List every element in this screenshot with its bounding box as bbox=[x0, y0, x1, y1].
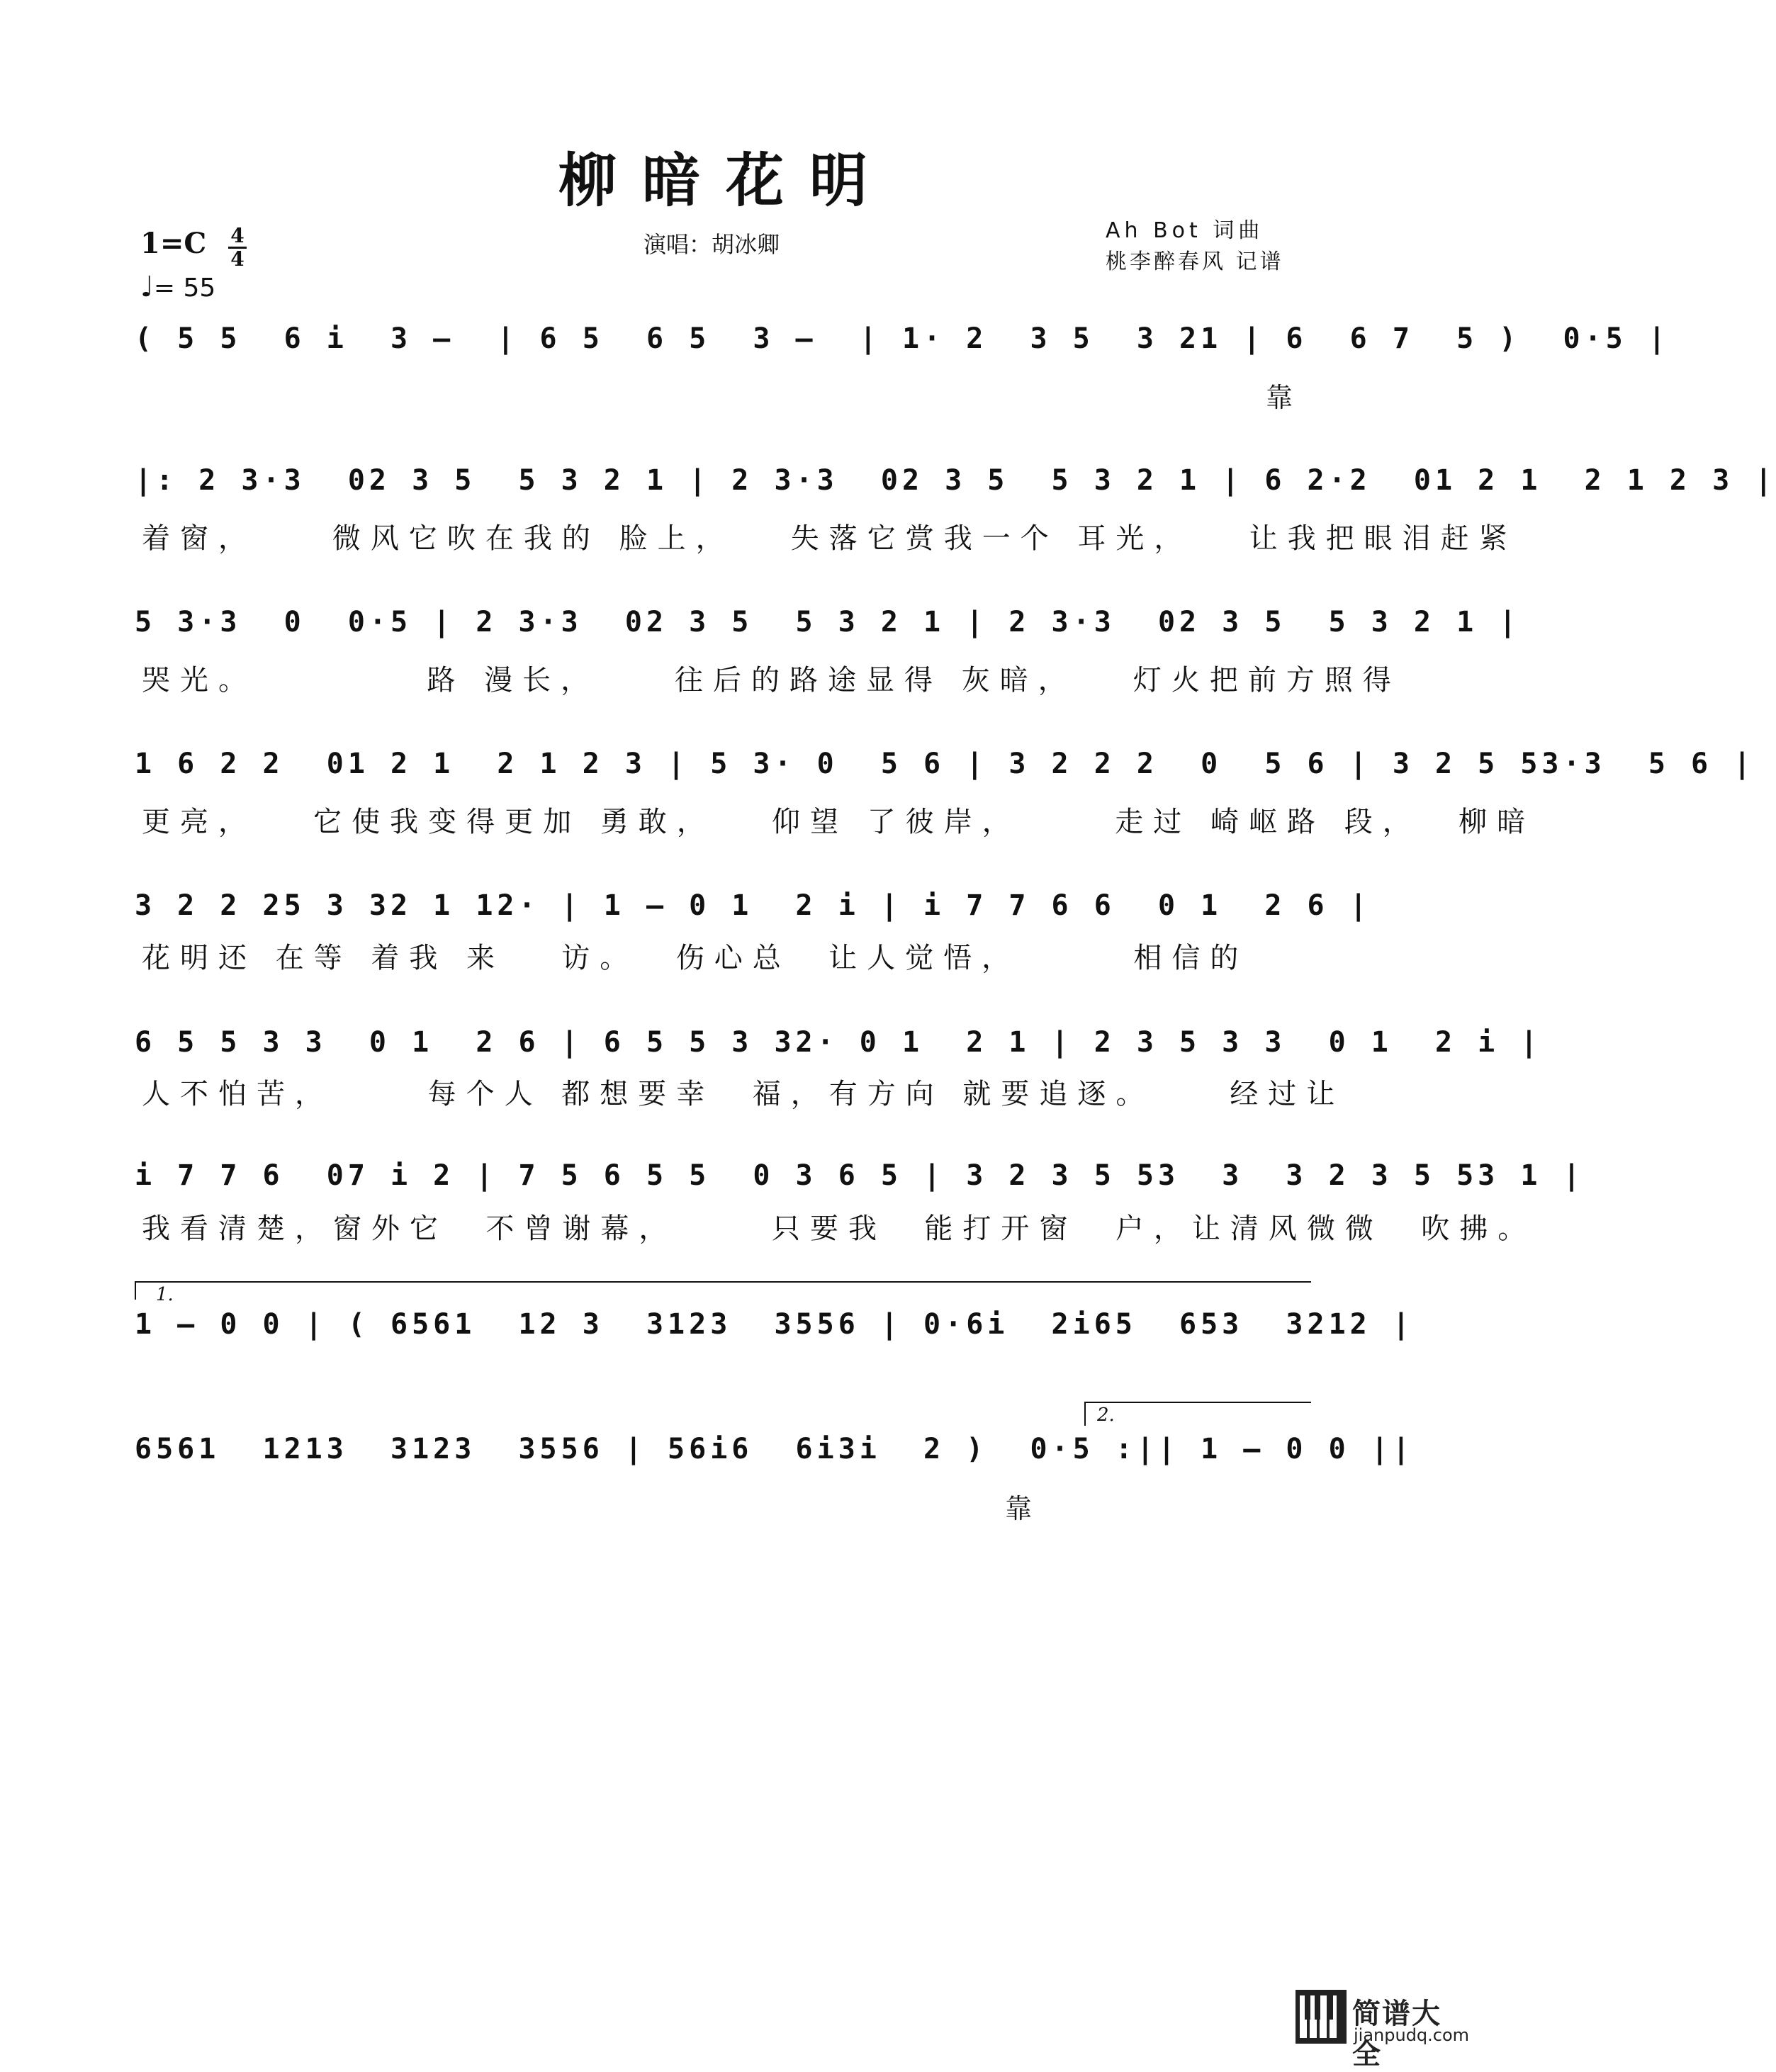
lyric-row-5: 花明还 在等 着我 来 访。 伤心总 让人觉悟， 相信的 bbox=[142, 942, 1249, 974]
notation-row-3: 5 3·3 0 0·5 | 2 3·3 02 3 5 5 3 2 1 | 2 3·3 02 3 5 5 3 2 1 | bbox=[135, 606, 1521, 638]
time-signature bbox=[225, 225, 249, 270]
notation-row-2: |: 2 3·3 02 3 5 5 3 2 1 | 2 3·3 02 3 5 5 3 2 1 | 6 2·2 01 2 1 2 1 2 3 | bbox=[135, 464, 1776, 497]
tempo-value: = 55 bbox=[153, 274, 216, 303]
watermark-name: 简谱大全 bbox=[1352, 1998, 1441, 2071]
song-title: 柳暗花明 bbox=[558, 147, 893, 215]
notation-row-7: i 7 7 6 07 i 2 | 7 5 6 5 5 0 3 6 5 | 3 2 3 5 53 3 3 2 3 5 53 1 | bbox=[135, 1159, 1585, 1192]
transcriber-credit: 桃李醉春风 记谱 bbox=[1106, 249, 1284, 274]
piano-keys-icon bbox=[1296, 1990, 1347, 2044]
second-ending-bracket-tick bbox=[1084, 1402, 1086, 1426]
time-signature-denominator: 4 bbox=[230, 247, 245, 271]
watermark-url: jianpudq.com bbox=[1354, 2025, 1470, 2045]
first-ending-bracket-tick bbox=[135, 1281, 136, 1300]
first-ending-number: 1. bbox=[156, 1284, 174, 1305]
singer-credit: 演唱：胡冰卿 bbox=[643, 231, 780, 258]
lyric-row-7: 我看清楚，窗外它 不曾谢幕， 只要我 能打开窗 户，让清风微微 吹拂。 bbox=[142, 1212, 1536, 1245]
lyric-row-4: 更亮， 它使我变得更加 勇敢， 仰望 了彼岸， 走过 崎岖路 段， 柳暗 bbox=[142, 806, 1536, 838]
key-signature: 1=C bbox=[140, 227, 207, 260]
quarter-note-icon: ♩ bbox=[140, 271, 154, 303]
lyric-row-3: 哭光。 路 漫长， 往后的路途显得 灰暗， 灯火把前方照得 bbox=[142, 664, 1401, 697]
lyric-row-6: 人不怕苦， 每个人 都想要幸 福，有方向 就要追逐。 经过让 bbox=[142, 1078, 1345, 1110]
second-ending-number: 2. bbox=[1097, 1404, 1115, 1426]
pickup-lyric-1: 靠 bbox=[1266, 382, 1293, 413]
lyric-row-2: 着窗， 微风它吹在我的 脸上， 失落它赏我一个 耳光， 让我把眼泪赶紧 bbox=[142, 522, 1517, 555]
lyrics-music-credit: Ah Bot 词曲 bbox=[1106, 218, 1264, 243]
first-ending-bracket bbox=[135, 1281, 1311, 1283]
notation-row-5: 3 2 2 25 3 32 1 12· | 1 – 0 1 2 i | i 7 7 6 6 0 1 2 6 | bbox=[135, 889, 1371, 922]
notation-row-6: 6 5 5 3 3 0 1 2 6 | 6 5 5 3 32· 0 1 2 1 | 2 3 5 3 3 0 1 2 i | bbox=[135, 1026, 1542, 1059]
notation-row-8: 1 – 0 0 | ( 6561 12 3 3123 3556 | 0·6i 2i65 653 3212 | bbox=[135, 1308, 1414, 1341]
tempo-marking bbox=[140, 271, 215, 303]
pickup-lyric-2: 靠 bbox=[1005, 1493, 1033, 1524]
time-signature-numerator: 4 bbox=[230, 224, 245, 247]
notation-row-4: 1 6 2 2 01 2 1 2 1 2 3 | 5 3· 0 5 6 | 3 2 2 2 0 5 6 | 3 2 5 53·3 5 6 | bbox=[135, 748, 1755, 780]
notation-row-1: ( 5 5 6 i 3 – | 6 5 6 5 3 – | 1· 2 3 5 3 21 | 6 6 7 5 ) 0·5 | bbox=[135, 322, 1670, 355]
second-ending-bracket bbox=[1084, 1402, 1311, 1403]
notation-row-9: 6561 1213 3123 3556 | 56i6 6i3i 2 ) 0·5 :|| 1 – 0 0 || bbox=[135, 1433, 1414, 1465]
